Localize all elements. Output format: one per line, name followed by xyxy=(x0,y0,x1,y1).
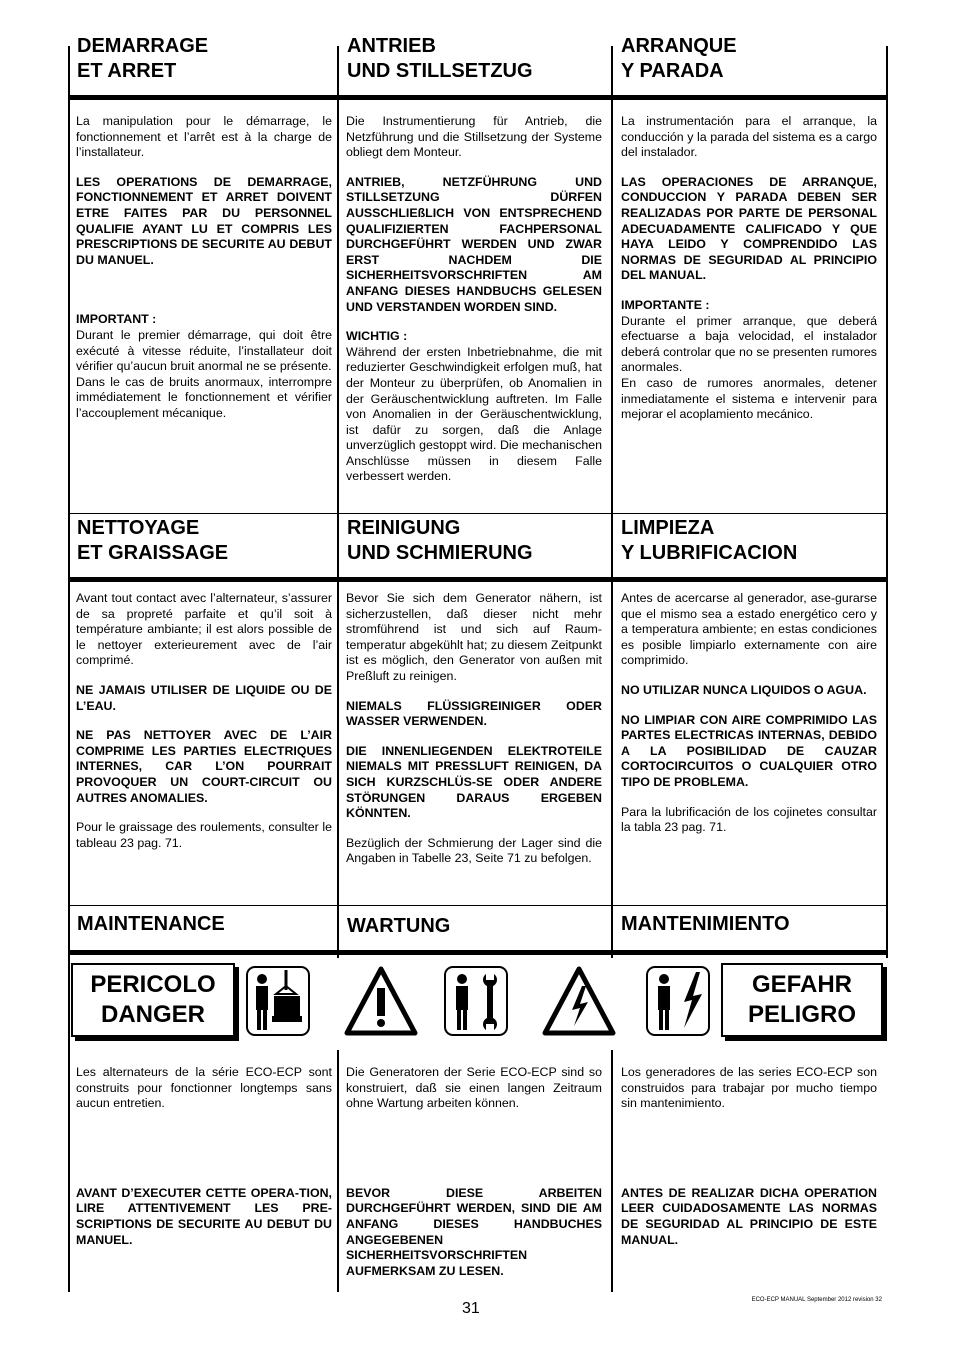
warning-triangle-icon xyxy=(344,966,418,1036)
column-divider-2-lower xyxy=(611,1050,613,1292)
heading-start-es: ARRANQUE Y PARADA xyxy=(621,35,737,82)
heading-maintenance-de: WARTUNG xyxy=(347,915,451,937)
text-start-es: La instrumentación para el arranque, la conducción y la parada del sistema es a cargo del instalador. LAS OPERACIONES DE ARRANQUE, CONDUCCION Y PARADA DEBEN SER REALIZADAS POR PARTE DE PERSONAL ADECUADAMENTE CALIFICADO Y QUE HAYA LEIDO Y COMPRENDIDO LAS NORMAS DE SEGURIDAD AL PRINCIPIO DEL MANUAL. IMPORTANTE : Durante el primer arranque, que deberá efectuarse a baja velocidad, el instalador deberá controlar que no se presenten rumores anormales. En caso de rumores anormales, detener inmediatamente el sistema e intervenir para mejorar el acoplamiento mecánico. xyxy=(621,114,877,422)
section-rule-3 xyxy=(68,905,888,906)
heading-rule-2 xyxy=(68,577,888,582)
heading-rule-1 xyxy=(68,95,888,100)
heading-rule-3 xyxy=(68,950,888,955)
column-divider-left xyxy=(68,46,70,1292)
text-cleaning-de: Bevor Sie sich dem Generator nähern, ist sicherzustellen, daß dieser nicht mehr stromführend ist und sich auf Raum-temperatur abgekühlt hat; zu diesem Zeitpunkt ist es möglich, den Generator von außen mit Preßluft zu reinigen. NIEMALS FLÜSSIGREINIGER ODER WASSER VERWENDEN. DIE INNENLIEGENDEN ELEKTROTEILE NIEMALS MIT PRESSLUFT REINIGEN, DA SICH KURZSCHLÜS-SE ODER ANDERE STÖRUNGEN DARAUS ERGEBEN KÖNNTEN. Bezüglich der Schmierung der Lager sind die Angaben in Tabelle 23, Seite 71 zu befolgen. xyxy=(346,591,602,866)
danger-box-right: GEFAHR PELIGRO xyxy=(721,963,883,1037)
heading-cleaning-es: LIMPIEZA Y LUBRIFICACION xyxy=(621,517,798,564)
mechanic-person-icon xyxy=(444,966,508,1036)
column-divider-right xyxy=(886,46,888,958)
heading-cleaning-de: REINIGUNG UND SCHMIERUNG xyxy=(347,517,533,564)
danger-box-left: PERICOLO DANGER xyxy=(71,963,235,1037)
electric-hazard-triangle-icon xyxy=(542,966,616,1036)
text-start-de: Die Instrumentierung für Antrieb, die Netzführung und die Stillsetzung der Systeme obliegt dem Monteur. ANTRIEB, NETZFÜHRUNG UND STILLSETZUNG DÜRFEN AUSSCHLIEßLICH VON ENTSPRECHEND QUALIFIZIERTEN FACHPERSONAL DURCHGEFÜHRT WERDEN UND ZWAR ERST NACHDEM DIE SICHERHEITSVORSCHRIFTEN AM ANFANG DIESES HANDBUCHS GELESEN UND VERSTANDEN WORDEN SIND. WICHTIG : Während der ersten Inbetriebnahme, die mit reduzierter Geschwindigkeit erfolgen muß, hat der Monteur zu überprüfen, ob Anomalien in der Geräuschentwicklung auftreten. Im Falle von Anomalien in der Geräuschentwicklung, ist dafür zu sorgen, daß die Anlage unverzüglich gestoppt wird. Die mechanischen Anschlüsse müssen in diesem Falle verbessert werden. xyxy=(346,114,602,484)
heading-maintenance-es: MANTENIMIENTO xyxy=(621,913,790,935)
heading-start-de: ANTRIEB UND STILLSETZUG xyxy=(347,35,533,82)
revision-note: ECO-ECP MANUAL September 2012 revision 32 xyxy=(751,1297,882,1303)
lifting-person-icon xyxy=(246,966,310,1036)
text-cleaning-es: Antes de acercarse al generador, ase-gurarse que el mismo sea a estado energético cero y a temperatura ambiente; en estas condiciones es posible limpiarlo externamente con aire comprimido. NO UTILIZAR NUNCA LIQUIDOS O AGUA. NO LIMPIAR CON AIRE COMPRIMIDO LAS PARTES ELECTRICAS INTERNAS, DEBIDO A LA POSIBILIDAD DE CAUZAR CORTOCIRCUITOS O CUALQUIER OTRO TIPO DE PROBLEMA. Para la lubrificación de los cojinetes consultar la tabla 23 pag. 71. xyxy=(621,591,877,835)
text-maintenance-de: Die Generatoren der Serie ECO-ECP sind so konstruiert, daß sie einen langen Zeitraum ohne Wartung arbeiten können. BEVOR DIESE ARBEITEN DURCHGEFÜHRT WERDEN, SIND DIE AM ANFANG DIESES HANDBUCHES ANGEGEBENEN SICHERHEITSVORSCHRIFTEN AUFMERKSAM ZU LESEN. xyxy=(346,1065,602,1278)
page-number: 31 xyxy=(462,1300,480,1317)
heading-start-fr: DEMARRAGE ET ARRET xyxy=(77,35,209,82)
text-start-fr: La manipulation pour le démarrage, le fonctionnement et l’arrêt est à la charge de l’installateur. LES OPERATIONS DE DEMARRAGE, FONCTIONNEMENT ET ARRET DOIVENT ETRE FAITES PAR DU PERSONNEL QUALIFIE AYANT LU ET COMPRIS LES PRESCRIPTIONS DE SECURITE AU DEBUT DU MANUEL. IMPORTANT : Durant le premier démarrage, qui doit être exécuté à vitesse réduite, l’installateur doit vérifier qu’aucun bruit anormal ne se présente. Dans le cas de bruits anormaux, interrompre immédiatement le fonctionnement et vérifier l’accouplement mécanique. xyxy=(76,114,332,420)
heading-cleaning-fr: NETTOYAGE ET GRAISSAGE xyxy=(77,517,229,564)
column-divider-1-lower xyxy=(337,1050,339,1292)
section-rule-2 xyxy=(68,513,888,514)
electrician-person-icon xyxy=(646,966,710,1036)
text-maintenance-fr: Les alternateurs de la série ECO-ECP sont construits pour fonctionner longtemps sans aucun entretien. AVANT D’EXECUTER CETTE OPERA-TION, LIRE ATTENTIVEMENT LES PRE-SCRIPTIONS DE SECURITE AU DEBUT DU MANUEL. xyxy=(76,1065,332,1247)
column-divider-1 xyxy=(337,46,339,958)
text-maintenance-es: Los generadores de las series ECO-ECP son construidos para trabajar por mucho tiempo sin mantenimiento. ANTES DE REALIZAR DICHA OPERATION LEER CUIDADOSAMENTE LAS NORMAS DE SEGURIDAD AL PRINCIPIO DE ESTE MANUAL. xyxy=(621,1065,877,1247)
heading-maintenance-fr: MAINTENANCE xyxy=(77,913,225,935)
text-cleaning-fr: Avant tout contact avec l’alternateur, s’assurer de sa propreté parfaite et qu’il soit à température ambiante; il est alors possible de le nettoyer exterieurement avec de l’air comprimé. NE JAMAIS UTILISER DE LIQUIDE OU DE L’EAU. NE PAS NETTOYER AVEC DE L’AIR COMPRIME LES PARTIES ELECTRIQUES INTERNES, CAR L’ON POURRAIT PROVOQUER UN COURT-CIRCUIT OU AUTRES ANOMALIES. Pour le graissage des roulements, consulter le tableau 23 pag. 71. xyxy=(76,591,332,850)
column-divider-2 xyxy=(611,46,613,958)
